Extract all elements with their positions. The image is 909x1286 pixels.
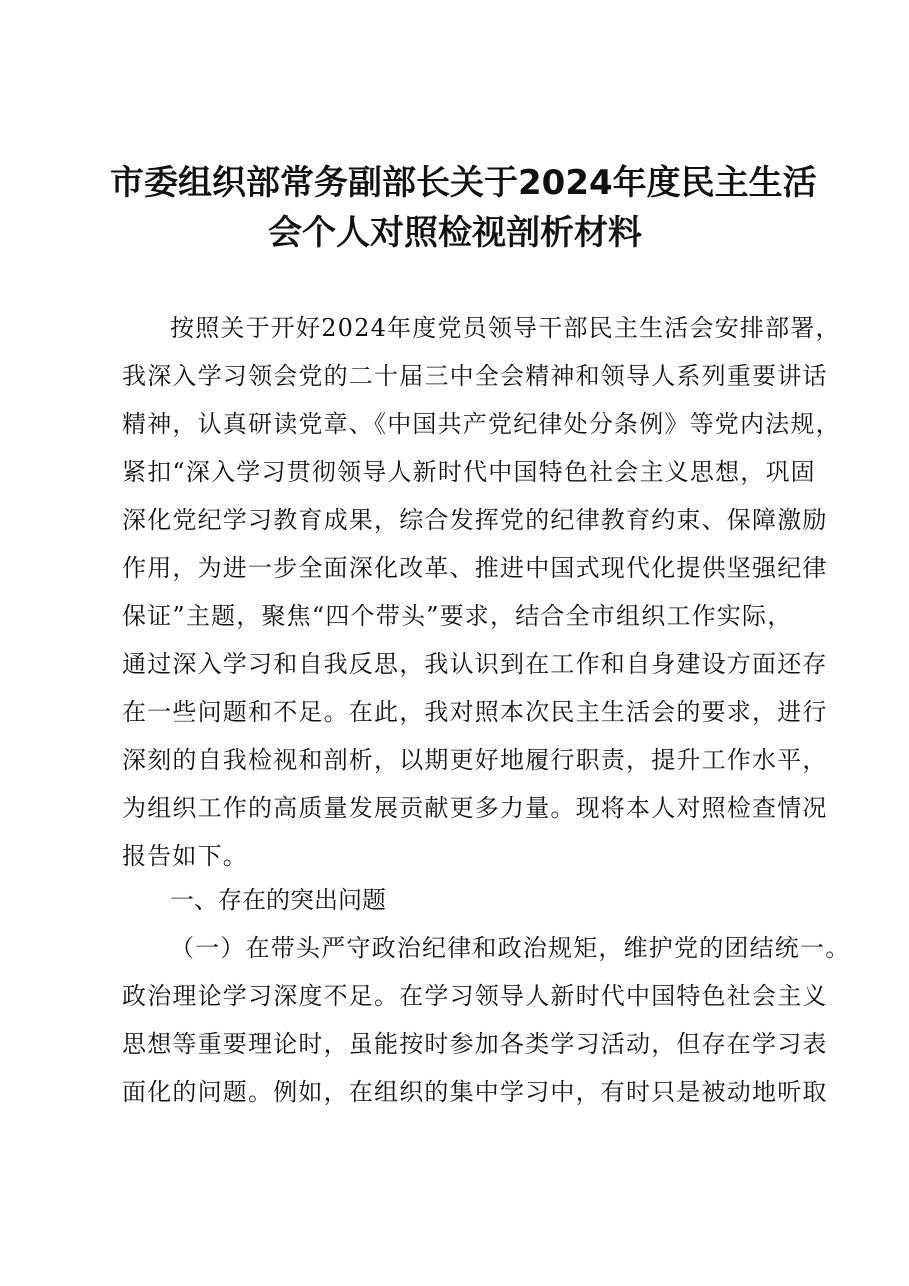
intro-paragraph-line: 保证”主题，聚焦“四个带头”要求，结合全市组织工作实际， [122, 602, 793, 630]
section-heading: 一、存在的突出问题 [170, 886, 386, 914]
intro-paragraph-line: 通过深入学习和自我反思，我认识到在工作和自身建设方面还存 [122, 650, 828, 678]
intro-paragraph-line: 我深入学习领会党的二十届三中全会精神和领导人系列重要讲话 [122, 362, 828, 390]
intro-paragraph-line: 作用，为进一步全面深化改革、推进中国式现代化提供坚强纪律 [122, 554, 828, 582]
intro-paragraph-line: 按照关于开好2024年度党员领导干部民主生活会安排部署， [170, 314, 841, 342]
section-paragraph-line: 政治理论学习深度不足。在学习领导人新时代中国特色社会主义 [122, 982, 828, 1010]
intro-paragraph-line: 报告如下。 [122, 842, 248, 870]
intro-paragraph-line: 为组织工作的高质量发展贡献更多力量。现将本人对照检查情况 [122, 794, 828, 822]
section-paragraph-line: （一）在带头严守政治纪律和政治规矩，维护党的团结统一。 [170, 934, 851, 962]
intro-paragraph-line: 紧扣“深入学习贯彻领导人新时代中国特色社会主义思想，巩固 [122, 458, 816, 486]
intro-paragraph-line: 在一些问题和不足。在此，我对照本次民主生活会的要求，进行 [122, 698, 828, 726]
document-title-line-2: 会个人对照检视剖析材料 [268, 213, 642, 253]
section-paragraph-line: 思想等重要理论时，虽能按时参加各类学习活动，但存在学习表 [122, 1030, 828, 1058]
intro-paragraph-line: 精神，认真研读党章、《中国共产党纪律处分条例》等党内法规， [122, 410, 841, 438]
section-paragraph-line: 面化的问题。例如，在组织的集中学习中，有时只是被动地听取 [122, 1078, 828, 1106]
intro-paragraph-line: 深化党纪学习教育成果，综合发挥党的纪律教育约束、保障激励 [122, 506, 828, 534]
document-title-line-1: 市委组织部常务副部长关于2024年度民主生活 [110, 163, 817, 203]
intro-paragraph-line: 深刻的自我检视和剖析，以期更好地履行职责，提升工作水平， [122, 746, 828, 774]
